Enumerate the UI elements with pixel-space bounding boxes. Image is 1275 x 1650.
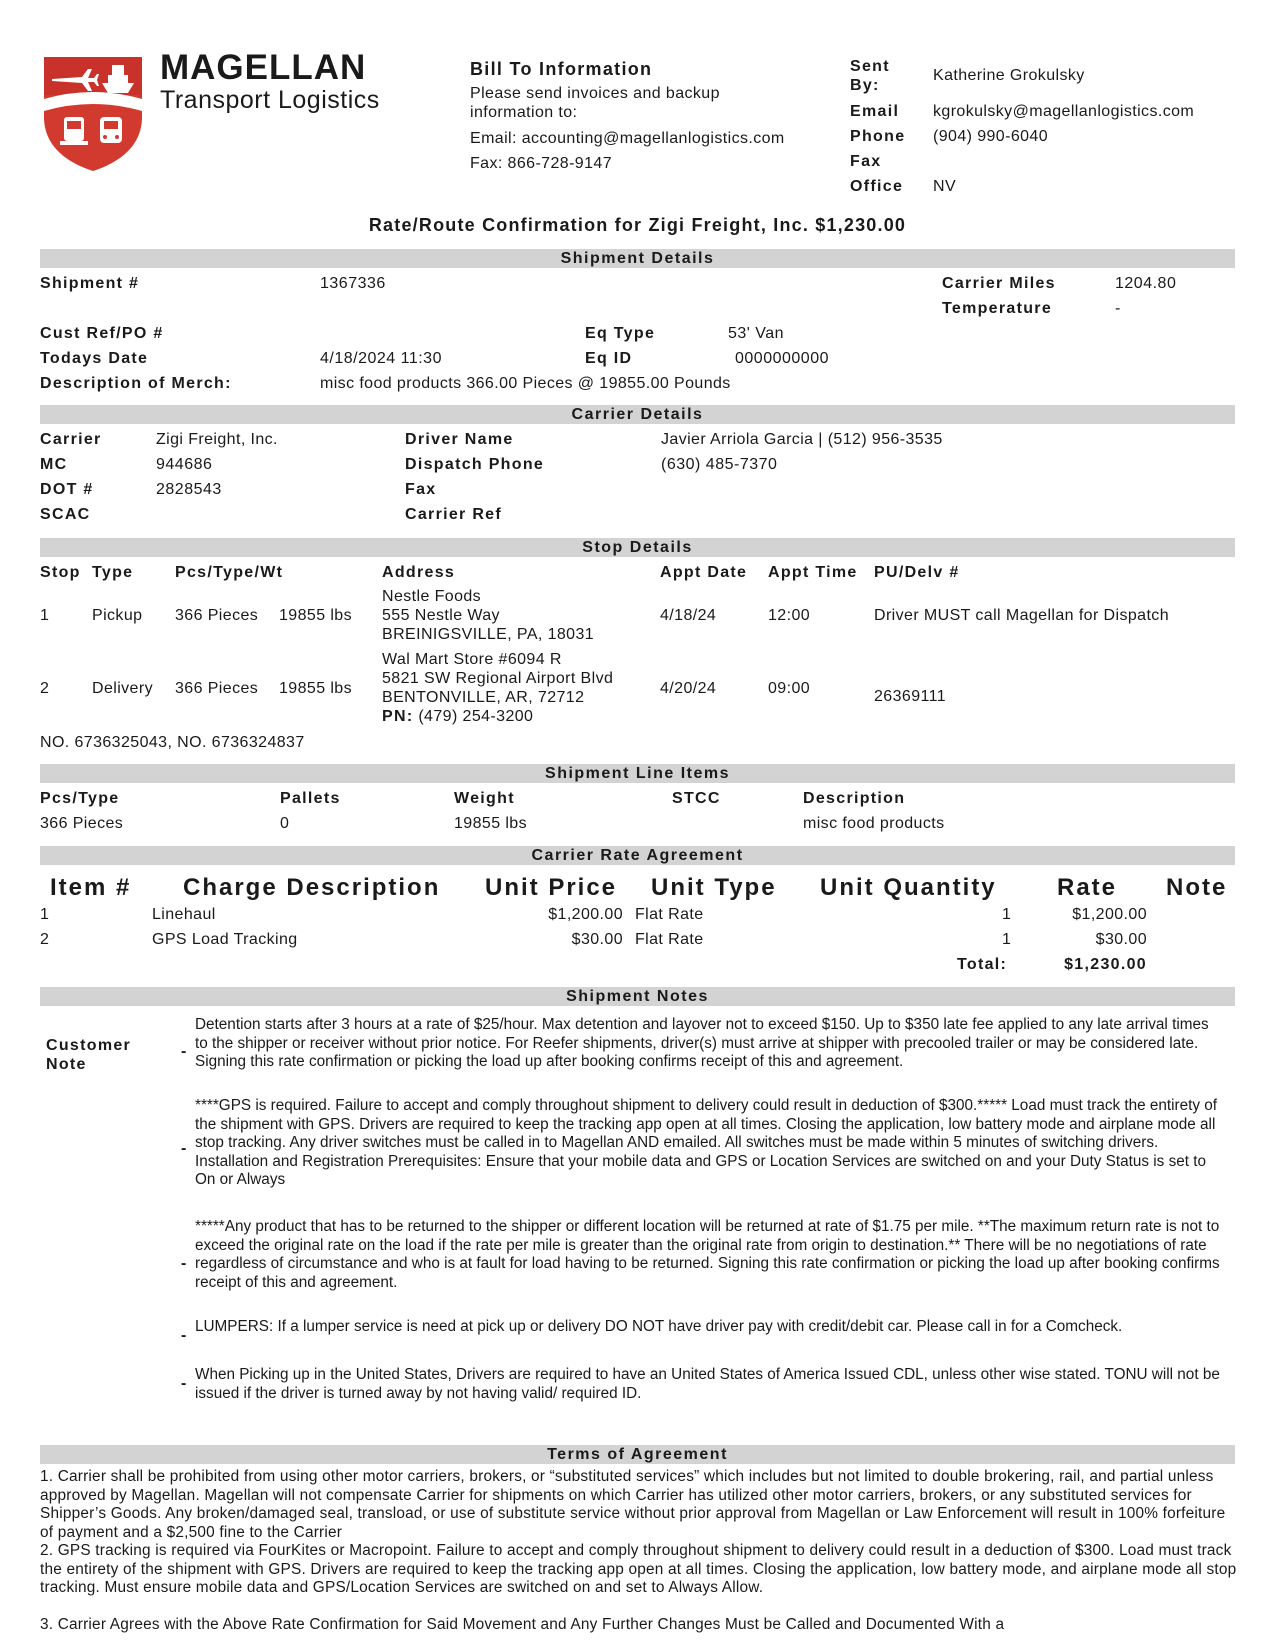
rate-description: GPS Load Tracking bbox=[152, 931, 298, 948]
sender-fax-label: Fax bbox=[850, 153, 882, 170]
col-item-number: Item # bbox=[50, 874, 132, 901]
company-subtitle: Transport Logistics bbox=[160, 86, 380, 114]
stop-details-header: Stop Details bbox=[40, 538, 1235, 557]
cust-ref-label: Cust Ref/PO # bbox=[40, 325, 164, 342]
customer-note-label: Customer bbox=[46, 1037, 132, 1054]
col-appt-date: Appt Date bbox=[660, 564, 748, 581]
term-item: 2. GPS tracking is required via FourKites or Macropoint. Failure to accept and comply throughout shipment to delivery could result in a deduction of $300. Load must track the entirety of the shipment with GPS. Drivers are required to keep the tracking app open at all times. Closing the application, low battery mode, and airplane mode all stop tracking. Must ensure mobile data and GPS/Location Services are switched on and set to Always Allow. bbox=[40, 1542, 1237, 1597]
rate-item-number: 2 bbox=[40, 931, 49, 948]
col-unit-price: Unit Price bbox=[485, 874, 618, 901]
bill-to-line2: information to: bbox=[470, 104, 578, 121]
stop-type: Delivery bbox=[92, 680, 153, 697]
sender-office: NV bbox=[933, 178, 957, 195]
shipment-number: 1367336 bbox=[320, 275, 386, 292]
stop-weight: 19855 lbs bbox=[279, 680, 352, 697]
todays-date-label: Todays Date bbox=[40, 350, 149, 367]
bill-to-line1: Please send invoices and backup bbox=[470, 85, 720, 102]
col-weight: Weight bbox=[454, 790, 515, 807]
col-description: Description bbox=[803, 790, 906, 807]
eq-type: 53' Van bbox=[728, 325, 785, 342]
bill-to-heading: Bill To Information bbox=[470, 59, 653, 79]
note-text: LUMPERS: If a lumper service is need at pick up or delivery DO NOT have driver pay with credit/debit car. Please call in for a Comcheck. bbox=[195, 1318, 1123, 1335]
eq-id-label: Eq ID bbox=[585, 350, 633, 367]
company-name: MAGELLAN bbox=[160, 48, 367, 87]
company-logo bbox=[42, 55, 144, 173]
mc-number: 944686 bbox=[156, 456, 213, 473]
pn-label: PN: bbox=[382, 708, 414, 725]
note-text: Detention starts after 3 hours at a rate of $25/hour. Max detention and layover not to exceed $150. Up to $350 late fee applied to any late arrival times to the shipper or receiver without prior notice. For Reefer shipments, driver(s) must arrive at shipper with precooled trailer or may be considered late. Signing this rate confirmation or picking the load up after booking confirms receipt of this and agreement. bbox=[195, 1016, 1209, 1071]
sent-by-label-2: By: bbox=[850, 77, 880, 94]
item-description: misc food products bbox=[803, 815, 945, 832]
customer-note-label-2: Note bbox=[46, 1056, 87, 1073]
todays-date: 4/18/2024 11:30 bbox=[320, 350, 442, 367]
note-text: When Picking up in the United States, Drivers are required to have an United States of America Issued CDL, unless other wise stated. TONU will not be issued if the driver is turned away by not having valid/ required ID. bbox=[195, 1366, 1220, 1402]
carrier-label: Carrier bbox=[40, 431, 102, 448]
note-bullet: - bbox=[181, 1140, 187, 1157]
shipment-details-header: Shipment Details bbox=[40, 249, 1235, 268]
col-type: Type bbox=[92, 564, 134, 581]
mc-label: MC bbox=[40, 456, 68, 473]
driver-name: Javier Arriola Garcia | (512) 956-3535 bbox=[661, 431, 943, 448]
stop-phone bbox=[382, 708, 533, 726]
stop-number: 2 bbox=[40, 680, 49, 697]
line-items-header: Shipment Line Items bbox=[40, 764, 1235, 783]
carrier-fax-label: Fax bbox=[405, 481, 437, 498]
dot-label: DOT # bbox=[40, 481, 94, 498]
carrier-ref-label: Carrier Ref bbox=[405, 506, 503, 523]
rate-unit-quantity: 1 bbox=[1002, 906, 1011, 923]
col-stcc: STCC bbox=[672, 790, 721, 807]
stop-appt-date: 4/18/24 bbox=[660, 607, 717, 624]
rate-unit-type: Flat Rate bbox=[635, 906, 704, 923]
stop-pu-delv: 26369111 bbox=[874, 688, 947, 705]
col-appt-time: Appt Time bbox=[768, 564, 858, 581]
sent-by-label: Sent bbox=[850, 58, 890, 75]
shipment-number-label: Shipment # bbox=[40, 275, 140, 292]
stop-appt-date: 4/20/24 bbox=[660, 680, 717, 697]
train-icon bbox=[100, 117, 122, 143]
driver-name-label: Driver Name bbox=[405, 431, 514, 448]
shipment-notes-header: Shipment Notes bbox=[40, 987, 1235, 1006]
pn-value: (479) 254-3200 bbox=[418, 708, 534, 725]
stop-appt-time: 09:00 bbox=[768, 680, 811, 697]
col-note: Note bbox=[1166, 874, 1228, 901]
eq-id: 0000000000 bbox=[735, 350, 829, 367]
col-pcs-type: Pcs/Type bbox=[40, 790, 120, 807]
carrier-miles-label: Carrier Miles bbox=[942, 275, 1056, 292]
eq-type-label: Eq Type bbox=[585, 325, 656, 342]
stop-weight: 19855 lbs bbox=[279, 607, 352, 624]
sender-email-label: Email bbox=[850, 103, 900, 120]
col-stop: Stop bbox=[40, 564, 81, 581]
carrier-miles: 1204.80 bbox=[1115, 275, 1177, 292]
rate-unit-quantity: 1 bbox=[1002, 931, 1011, 948]
total-label: Total: bbox=[957, 956, 1008, 973]
rate-unit-type: Flat Rate bbox=[635, 931, 704, 948]
stop-type: Pickup bbox=[92, 607, 143, 624]
dispatch-phone-label: Dispatch Phone bbox=[405, 456, 545, 473]
col-rate: Rate bbox=[1057, 874, 1118, 901]
note-bullet: - bbox=[181, 1375, 187, 1392]
col-pu-delv: PU/Delv # bbox=[874, 564, 960, 581]
reference-numbers: NO. 6736325043, NO. 6736324837 bbox=[40, 734, 305, 751]
temperature: - bbox=[1115, 300, 1121, 317]
stop-pieces: 366 Pieces bbox=[175, 607, 259, 624]
carrier-name: Zigi Freight, Inc. bbox=[156, 431, 278, 448]
document-title: Rate/Route Confirmation for Zigi Freight, Inc. $1,230.00 bbox=[368, 215, 907, 235]
note-bullet: - bbox=[181, 1043, 187, 1060]
stop-address-line2: 5821 SW Regional Airport Blvd bbox=[382, 670, 614, 687]
sent-by-value: Katherine Grokulsky bbox=[933, 67, 1085, 84]
note-bullet: - bbox=[181, 1327, 187, 1344]
bill-to-email: Email: accounting@magellanlogistics.com bbox=[470, 130, 785, 147]
col-pcs-type-wt: Pcs/Type/Wt bbox=[175, 564, 284, 581]
stop-address-line3: BENTONVILLE, AR, 72712 bbox=[382, 689, 585, 706]
col-address: Address bbox=[382, 564, 456, 581]
item-pallets: 0 bbox=[280, 815, 289, 832]
term-item: 3. Carrier Agrees with the Above Rate Confirmation for Said Movement and Any Further Changes Must be Called and Documented With a bbox=[40, 1616, 1005, 1633]
stop-number: 1 bbox=[40, 607, 49, 624]
stop-address-line2: 555 Nestle Way bbox=[382, 607, 500, 624]
merch-label: Description of Merch: bbox=[40, 375, 232, 392]
note-text: ****GPS is required. Failure to accept and comply throughout shipment to delivery could result in deduction of $300.***** Load must track the entirety of the shipment with GPS. Drivers are required to keep the tracking app open at all times. Closing the application, low battery mode and airplane mode all stop tracking. Any driver switches must be called in to Magellan AND emailed. All switches must be made within 5 minutes of switching drivers. Installation and Registration Prerequisites: Ensure that your mobile data and GPS or Location Services are switched on and your Duty Status is set to On or Always bbox=[195, 1097, 1218, 1189]
sender-email[interactable]: kgrokulsky@magellanlogistics.com bbox=[933, 103, 1195, 120]
col-pallets: Pallets bbox=[280, 790, 341, 807]
stop-pu-delv: Driver MUST call Magellan for Dispatch bbox=[874, 607, 1169, 624]
note-bullet: - bbox=[181, 1255, 187, 1272]
stop-pieces: 366 Pieces bbox=[175, 680, 259, 697]
total-amount: $1,230.00 bbox=[1064, 956, 1147, 973]
sender-phone-label: Phone bbox=[850, 128, 906, 145]
rate-unit-price: $1,200.00 bbox=[548, 906, 623, 923]
item-weight: 19855 lbs bbox=[454, 815, 527, 832]
scac-label: SCAC bbox=[40, 506, 91, 523]
col-unit-quantity: Unit Quantity bbox=[820, 874, 997, 901]
note-text: *****Any product that has to be returned to the shipper or different location will be returned at rate of $1.75 per mile. **The maximum return rate is not to exceed the original rate on the load if the rate per mile is greater than the original rate from origin to destination.** There will be no negotiations of rate regardless of circumstance and who is at fault for load having to be returned. Signing this rate confirmation or picking the load up after booking confirms receipt of this and agreement. bbox=[195, 1218, 1220, 1291]
rate-amount: $1,200.00 bbox=[1072, 906, 1147, 923]
terms-header: Terms of Agreement bbox=[40, 1445, 1235, 1464]
col-unit-type: Unit Type bbox=[651, 874, 777, 901]
bill-to-fax: Fax: 866-728-9147 bbox=[470, 155, 613, 172]
merch-description: misc food products 366.00 Pieces @ 19855.00 Pounds bbox=[320, 375, 731, 392]
term-item: 1. Carrier shall be prohibited from using other motor carriers, brokers, or “substituted services” which includes but not limited to double brokering, rail, and partial unless approved by Magellan. Magellan will not compensate Carrier for shipments on which Carrier has utilized other motor carriers, brokers, or any substituted services for Shipper’s Goods. Any broken/damaged seal, transload, or use of substitute service without prior approval from Magellan or Law Enforcement will result in 100% forfeiture of payment and a $2,500 fine to the Carrier bbox=[40, 1468, 1226, 1541]
rate-item-number: 1 bbox=[40, 906, 49, 923]
rate-agreement-header: Carrier Rate Agreement bbox=[40, 846, 1235, 865]
dot-number: 2828543 bbox=[156, 481, 222, 498]
temperature-label: Temperature bbox=[942, 300, 1053, 317]
item-pcs-type: 366 Pieces bbox=[40, 815, 124, 832]
rate-unit-price: $30.00 bbox=[571, 931, 623, 948]
stop-address-line1: Nestle Foods bbox=[382, 588, 482, 605]
dispatch-phone: (630) 485-7370 bbox=[661, 456, 778, 473]
col-charge-description: Charge Description bbox=[183, 874, 441, 901]
stop-address-line3: BREINIGSVILLE, PA, 18031 bbox=[382, 626, 595, 643]
stop-address-line1: Wal Mart Store #6094 R bbox=[382, 651, 562, 668]
sender-phone: (904) 990-6040 bbox=[933, 128, 1049, 145]
stop-appt-time: 12:00 bbox=[768, 607, 811, 624]
carrier-details-header: Carrier Details bbox=[40, 405, 1235, 424]
rate-amount: $30.00 bbox=[1095, 931, 1147, 948]
rate-description: Linehaul bbox=[152, 906, 216, 923]
sender-office-label: Office bbox=[850, 178, 904, 195]
